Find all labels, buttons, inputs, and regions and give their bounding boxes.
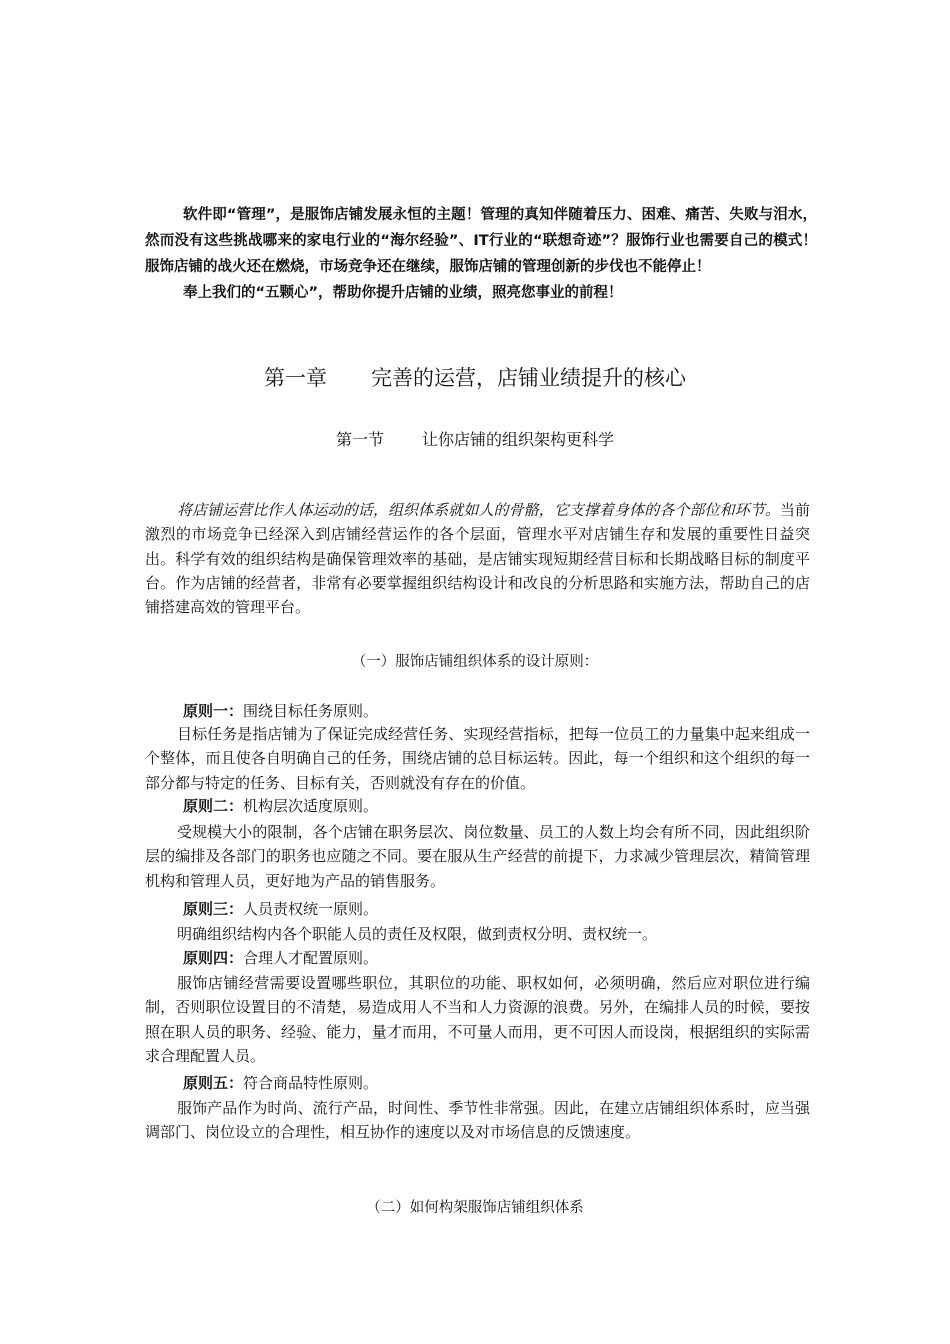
principle-1-body: 目标任务是指店铺为了保证完成经营任务、实现经营指标，把每一位员工的力量集中起来组成一个整体，而且使各自明确自己的任务，围绕店铺的总目标运转。因此，每一个组织和这个组织的每一部分都与特定的任务、目标有关，否则就没有存在的价值。 xyxy=(145,725,810,792)
principle-3-body: 明确组织结构内各个职能人员的责任及权限，做到责权分明、责权统一。 xyxy=(177,925,658,943)
opening-italic-text: 将店铺运营比作人体运动的话，组织体系就如人的骨骼，它支撑着身体的各个部位和环节。 xyxy=(177,501,780,519)
principle-5-name: 符合商品特性原则。 xyxy=(243,1074,379,1092)
section-number: 第一节 xyxy=(335,430,384,449)
intro-block xyxy=(145,202,817,306)
opening-body-text: 当前激烈的市场竞争已经深入到店铺经营运作的各个层面，管理水平对店铺生存和发展的重要性日益突出。科学有效的组织结构是确保管理效率的基础，是店铺实现短期经营目标和长期战略目标的制度平台。作为店铺的经营者，非常有必要掌握组织结构设计和改良的分析思路和实施方法，帮助自己的店铺搭建高效的管理平台。 xyxy=(145,501,810,617)
principle-4-body: 服饰店铺经营需要设置哪些职位，其职位的功能、职权如何，必须明确，然后应对职位进行编制，否则职位设置目的不清楚，易造成用人不当和人力资源的浪费。另外，在编排人员的时候，要按照在职人员的职务、经验、能力，量才而用，不可量人而用，更不可因人而设岗，根据组织的实际需求合理配置人员。 xyxy=(145,974,810,1065)
chapter-number: 第一章 xyxy=(264,366,327,390)
principle-4-heading xyxy=(183,947,378,968)
subheading-design-principles: （一）服饰店铺组织体系的设计原则： xyxy=(351,654,599,670)
principle-1-label: 原则一： xyxy=(183,702,244,720)
intro-closing-line: 奉上我们的“五颗心”，帮助你提升店铺的业绩，照亮您事业的前程！ xyxy=(183,285,623,301)
section-heading xyxy=(0,427,950,450)
opening-paragraph xyxy=(145,498,810,619)
principle-4-label: 原则四： xyxy=(183,949,244,967)
principle-4-name: 合理人才配置原则。 xyxy=(243,949,379,967)
principle-3-name: 人员责权统一原则。 xyxy=(243,900,379,918)
chapter-heading xyxy=(0,362,950,392)
section-title: 让你店铺的组织架构更科学 xyxy=(422,430,615,449)
principle-2-label: 原则二： xyxy=(183,797,244,815)
principle-5-label: 原则五： xyxy=(183,1074,244,1092)
principle-1-name: 围绕目标任务原则。 xyxy=(243,702,379,720)
chapter-title: 完善的运营，店铺业绩提升的核心 xyxy=(371,366,686,390)
subheading-build-system: （二）如何构架服饰店铺组织体系 xyxy=(366,1200,584,1216)
principle-2-name: 机构层次适度原则。 xyxy=(243,797,379,815)
principle-1-heading xyxy=(183,700,378,721)
principle-3-label: 原则三： xyxy=(183,900,244,918)
principle-5-heading xyxy=(183,1072,378,1093)
principle-2-body: 受规模大小的限制，各个店铺在职务层次、岗位数量、员工的人数上均会有所不同，因此组织阶层的编排及各部门的职务也应随之不同。要在服从生产经营的前提下，力求减少管理层次，精简管理机构和管理人员，更好地为产品的销售服务。 xyxy=(145,823,810,890)
principle-2-heading xyxy=(183,795,378,816)
principle-5-body: 服饰产品作为时尚、流行产品，时间性、季节性非常强。因此，在建立店铺组织体系时，应当强调部门、岗位设立的合理性，相互协作的速度以及对市场信息的反馈速度。 xyxy=(145,1099,810,1142)
intro-paragraph: 软件即“管理”，是服饰店铺发展永恒的主题！管理的真知伴随着压力、困难、痛苦、失败与泪水，然而没有这些挑战哪来的家电行业的“海尔经验”、IT行业的“联想奇迹”？服饰行业也需要自己的模式！服饰店铺的战火还在燃烧，市场竞争还在继续，服饰店铺的管理创新的步伐也不能停止！ xyxy=(145,207,817,275)
principle-3-heading xyxy=(183,898,378,919)
